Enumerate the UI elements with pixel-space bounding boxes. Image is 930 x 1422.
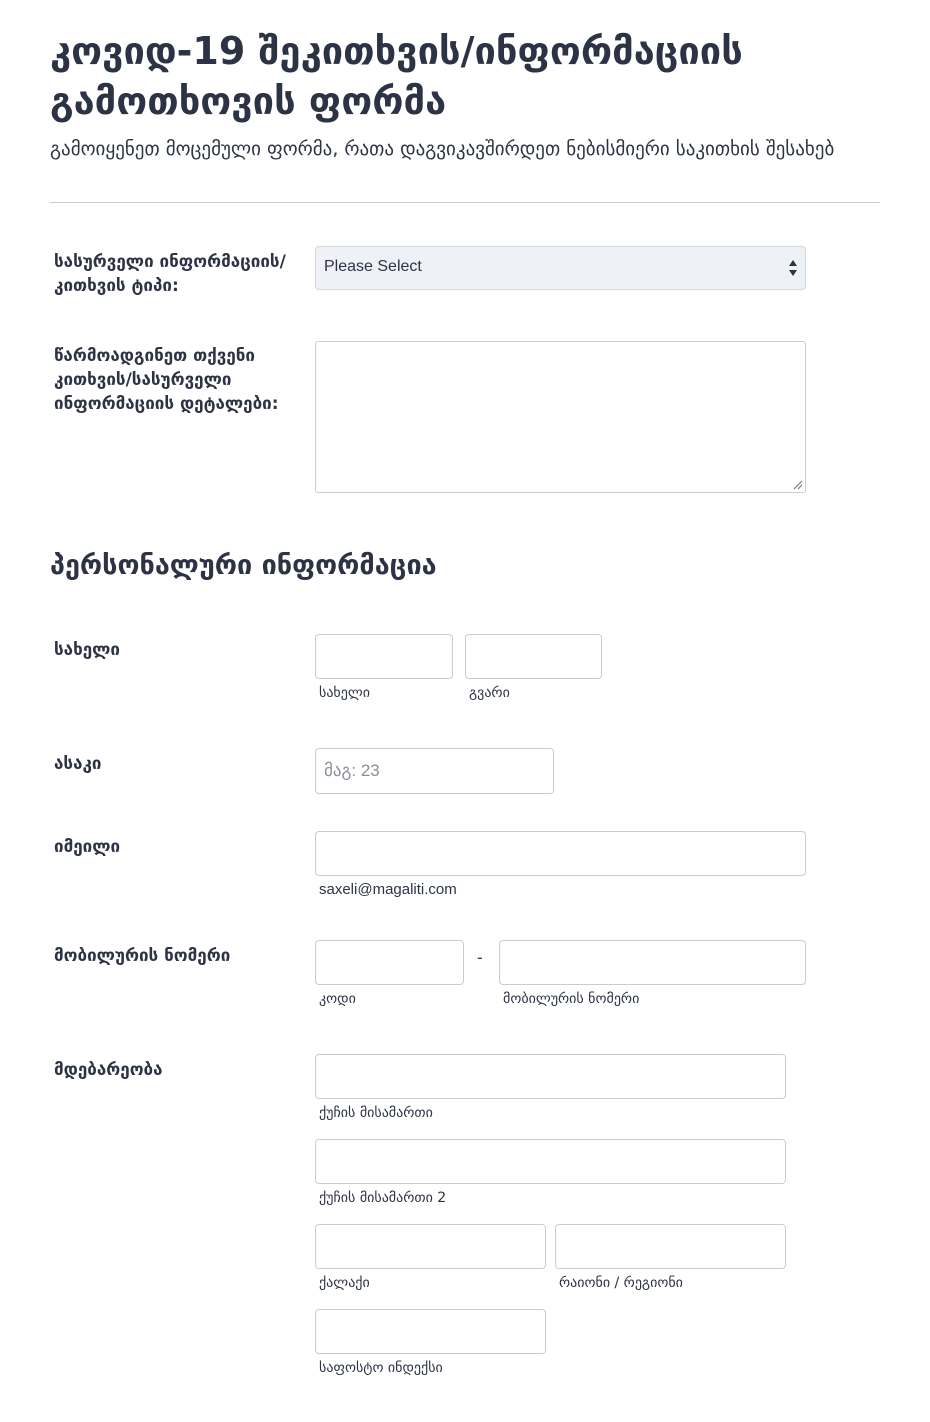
postal-code-sublabel: საფოსტო ინდექსი xyxy=(319,1360,443,1376)
phone-number-sublabel: მობილურის ნომერი xyxy=(503,991,640,1007)
region-input[interactable] xyxy=(555,1224,786,1269)
phone-code-sublabel: კოდი xyxy=(319,991,356,1007)
resize-grip-icon[interactable] xyxy=(793,480,803,490)
inquiry-details-textarea[interactable] xyxy=(315,341,806,493)
select-arrows-icon xyxy=(787,256,799,280)
form-title: კოვიდ-19 შეკითხვის/ინფორმაციის გამოთხოვის ფორმა xyxy=(50,29,743,123)
last-name-sublabel: გვარი xyxy=(469,685,510,701)
inquiry-type-select[interactable] xyxy=(315,246,806,290)
name-label: სახელი xyxy=(54,640,121,660)
phone-code-input[interactable] xyxy=(315,940,464,985)
phone-separator: - xyxy=(477,948,483,967)
location-label: მდებარეობა xyxy=(54,1060,163,1080)
phone-number-input[interactable] xyxy=(499,940,806,985)
email-input[interactable] xyxy=(315,831,806,876)
header-divider xyxy=(50,202,880,203)
form-subtitle: გამოიყენეთ მოცემული ფორმა, რათა დაგვიკავშირდეთ ნებისმიერი საკითხის შესახებ xyxy=(50,138,835,160)
phone-label: მობილურის ნომერი xyxy=(54,946,231,966)
inquiry-details-label: წარმოადგინეთ თქვენი კითხვის/სასურველი ინფორმაციის დეტალები: xyxy=(54,346,279,414)
street-address-2-input[interactable] xyxy=(315,1139,786,1184)
region-sublabel: რაიონი / რეგიონი xyxy=(559,1275,683,1291)
email-sublabel: saxeli@magaliti.com xyxy=(319,881,457,898)
street-address-2-sublabel: ქუჩის მისამართი 2 xyxy=(319,1190,447,1206)
street-address-sublabel: ქუჩის მისამართი xyxy=(319,1105,433,1121)
age-input[interactable] xyxy=(315,748,554,794)
postal-code-input[interactable] xyxy=(315,1309,546,1354)
inquiry-type-select-value: Please Select xyxy=(324,258,422,275)
personal-info-heading: პერსონალური ინფორმაცია xyxy=(50,550,437,581)
city-sublabel: ქალაქი xyxy=(319,1275,370,1291)
street-address-input[interactable] xyxy=(315,1054,786,1099)
first-name-input[interactable] xyxy=(315,634,453,679)
age-label: ასაკი xyxy=(54,754,102,774)
email-label: იმეილი xyxy=(54,837,121,857)
first-name-sublabel: სახელი xyxy=(319,685,370,701)
inquiry-type-label: სასურველი ინფორმაციის/კითხვის ტიპი: xyxy=(54,252,286,296)
last-name-input[interactable] xyxy=(465,634,602,679)
city-input[interactable] xyxy=(315,1224,546,1269)
